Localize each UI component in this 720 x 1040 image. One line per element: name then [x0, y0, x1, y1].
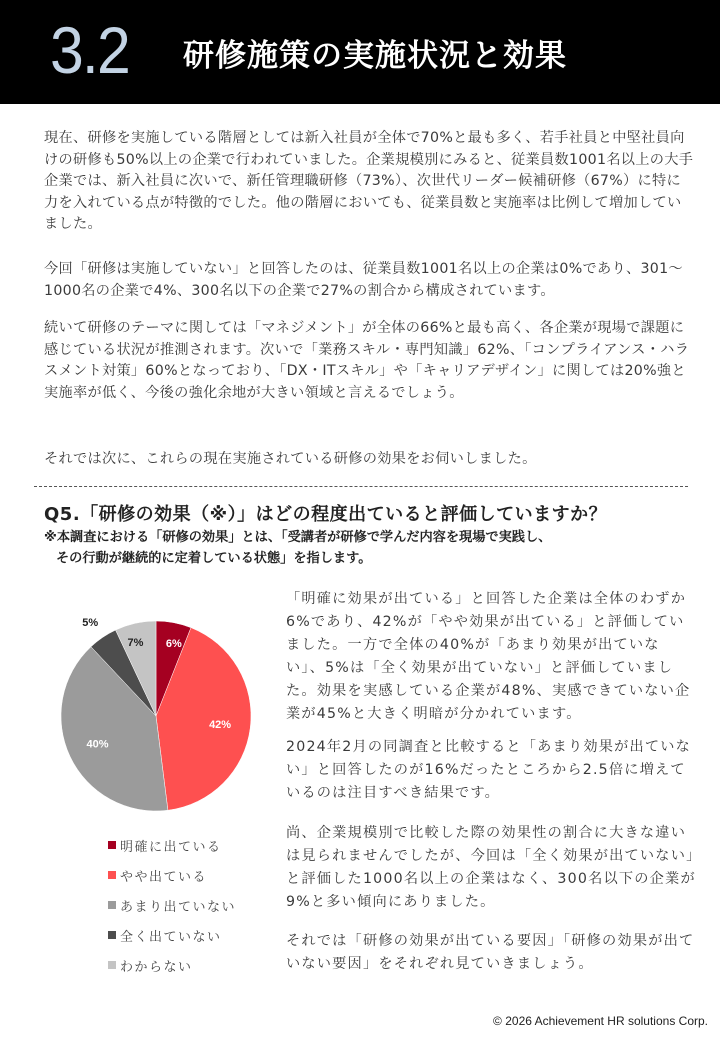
- analysis-paragraph: 2024年2月の同調査と比較すると「あまり効果が出ていない」と回答したのが16%だったところから2.5倍に増えているのは注目すべき結果です。: [286, 739, 692, 801]
- analysis-paragraph: 尚、企業規模別で比較した際の効果性の割合に大きな違いは見られませんでしたが、今回は「全く効果が出ていない」と評価した1000名以上の企業はなく、300名以下の企業が9%と多い傾向にありました。: [286, 825, 696, 910]
- analysis-paragraph: それでは「研修の効果が出ている要因」「研修の効果が出ていない要因」をそれぞれ見ていきましょう。: [286, 933, 695, 972]
- legend-label: あまり出ていない: [120, 899, 237, 915]
- legend-swatch: [108, 901, 116, 909]
- pie-data-label: 42%: [209, 719, 232, 732]
- legend-label: 全く出ていない: [120, 929, 222, 945]
- section-header: [0, 0, 720, 104]
- question-note: [44, 527, 551, 569]
- copyright: © 2026 Achievement HR solutions Corp.: [493, 1014, 708, 1028]
- dashed-divider: [34, 486, 688, 487]
- section-title: 研修施策の実施状況と効果: [183, 38, 567, 74]
- question-note-line2: その行動が継続的に定着している状態」を指します。: [56, 551, 372, 566]
- legend-item: [108, 890, 236, 920]
- legend-swatch: [108, 841, 116, 849]
- question-title: Q5.「研修の効果（※）」はどの程度出ていると評価していますか？: [44, 504, 608, 525]
- chart-legend: [108, 830, 236, 980]
- legend-swatch: [108, 961, 116, 969]
- pie-data-label: 5%: [82, 616, 99, 629]
- pie-data-label: 7%: [127, 636, 144, 649]
- intro-paragraph: それでは次に、これらの現在実施されている研修の効果をお伺いしました。: [44, 451, 537, 467]
- legend-swatch: [108, 871, 116, 879]
- legend-item: [108, 920, 236, 950]
- question-note-line1: ※本調査における「研修の効果」とは、「受講者が研修で学んだ内容を現場で実践し、: [44, 530, 552, 545]
- pie-chart: [50, 610, 270, 830]
- intro-paragraph: 今回「研修は実施していない」と回答したのは、従業員数1001名以上の企業は0%であり、301～1000名の企業で4%、300名以下の企業で27%の割合から構成されています。: [44, 261, 683, 299]
- section-number: 3.2: [50, 13, 129, 87]
- legend-label: やや出ている: [120, 869, 208, 885]
- legend-label: わからない: [120, 959, 193, 975]
- legend-item: [108, 950, 236, 980]
- legend-label: 明確に出ている: [120, 839, 222, 855]
- legend-swatch: [108, 931, 116, 939]
- legend-item: [108, 830, 236, 860]
- pie-data-label: 6%: [165, 638, 182, 651]
- intro-paragraph: 続いて研修のテーマに関しては「マネジメント」が全体の66%と最も高く、各企業が現場で課題に感じている状況が推測されます。次いで「業務スキル・専門知識」62%、「コンプライアンス・ハラスメント対策」60%となっており、「DX・ITスキル」や「キャリアデザイン」に関しては20%強と実施率が低く、今後の強化余地が大きい領域と言えるでしょう。: [44, 320, 690, 401]
- analysis-paragraph: 「明確に効果が出ている」と回答した企業は全体のわずか6%であり、42%が「やや効果が出ている」と評価していました。一方で全体の40%が「あまり効果が出ていない」、5%は「全く効果が出ていない」と評価していました。効果を実感している企業が48%、実感できていない企業が45%と大きく明暗が分かれています。: [286, 591, 691, 722]
- pie-data-label: 40%: [86, 738, 109, 751]
- intro-paragraph: 現在、研修を実施している階層としては新入社員が全体で70%と最も多く、若手社員と中堅社員向けの研修も50%以上の企業で行われていました。企業規模別にみると、従業員数1001名以上の大手企業では、新入社員に次いで、新任管理職研修（73%）、次世代リーダー候補研修（67%）に特に力を入れている点が特徴的でした。他の階層においても、従業員数と実施率は比例して増加していました。: [44, 130, 694, 232]
- legend-item: [108, 860, 236, 890]
